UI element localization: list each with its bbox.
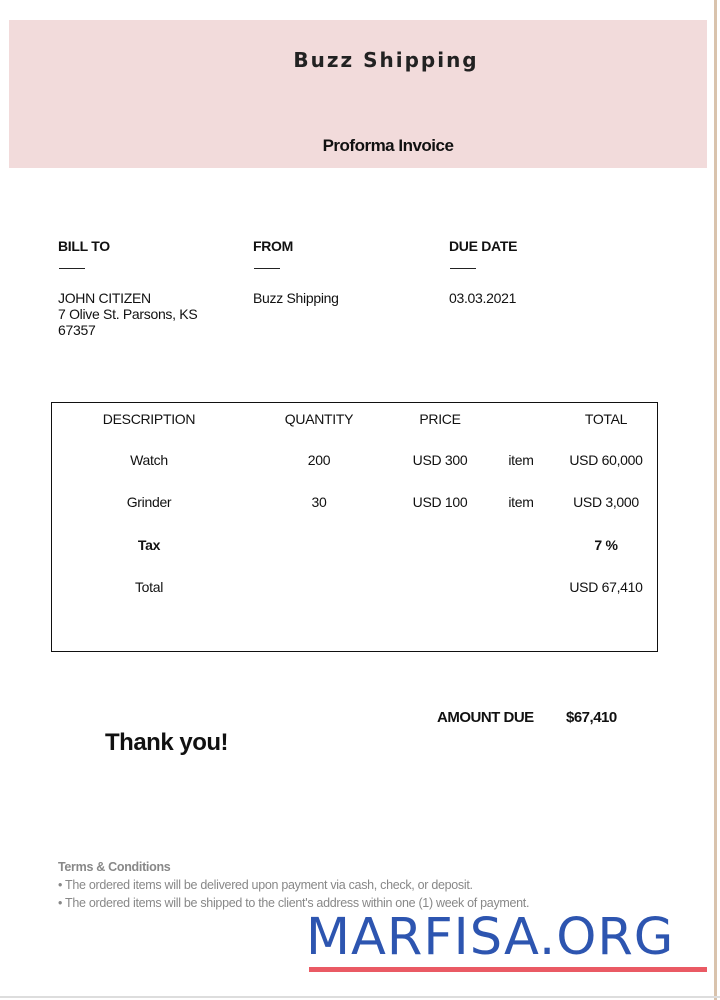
from-name: Buzz Shipping (253, 290, 339, 306)
watermark-underline (309, 967, 707, 972)
column-header-total: TOTAL (584, 411, 628, 427)
document-title: Proforma Invoice (322, 136, 454, 155)
row-quantity: 30 (311, 494, 327, 510)
column-header-price: PRICE (419, 411, 461, 427)
from-section (253, 238, 339, 306)
column-header-description: DESCRIPTION (102, 411, 196, 427)
row-total: USD 3,000 (573, 494, 639, 510)
amount-due-label: AMOUNT DUE (437, 709, 534, 726)
invoice-header (9, 20, 707, 168)
row-price: USD 100 (412, 494, 468, 510)
bill-to-label: BILL TO (58, 238, 110, 254)
row-quantity: 200 (307, 452, 331, 468)
column-header-quantity: QUANTITY (284, 411, 354, 427)
row-description: Grinder (126, 494, 172, 510)
divider (59, 268, 85, 269)
client-zip: 67357 (58, 322, 96, 338)
total-label: Total (134, 579, 164, 595)
page-edge (714, 0, 717, 1000)
divider (450, 268, 476, 269)
tax-label: Tax (137, 537, 161, 553)
row-unit: item (508, 452, 534, 468)
terms-section (58, 858, 529, 912)
watermark-logo: MARFISA.ORG (306, 908, 675, 967)
due-date-section (449, 238, 517, 306)
tax-value: 7 % (594, 537, 618, 553)
due-date-label: DUE DATE (449, 238, 518, 254)
row-total: USD 60,000 (569, 452, 643, 468)
row-description: Watch (130, 452, 168, 468)
bill-to-section (58, 238, 197, 338)
thank-you-message: Thank you! (105, 729, 229, 756)
row-price: USD 300 (412, 452, 468, 468)
due-date-value: 03.03.2021 (449, 290, 517, 306)
divider (254, 268, 280, 269)
client-name: JOHN CITIZEN (58, 290, 151, 306)
company-name: Buzz Shipping (293, 48, 479, 72)
client-address: 7 Olive St. Parsons, KS (58, 306, 198, 322)
total-value: USD 67,410 (569, 579, 643, 595)
terms-item: • The ordered items will be delivered upon payment via cash, check, or deposit. (58, 878, 473, 892)
items-table (51, 402, 658, 652)
terms-item: • The ordered items will be shipped to the client's address within one (1) week of payment. (58, 896, 530, 910)
amount-due-value: $67,410 (566, 709, 617, 726)
terms-title: Terms & Conditions (58, 860, 171, 874)
page-edge-bottom (0, 996, 720, 998)
from-label: FROM (253, 238, 294, 254)
row-unit: item (508, 494, 534, 510)
